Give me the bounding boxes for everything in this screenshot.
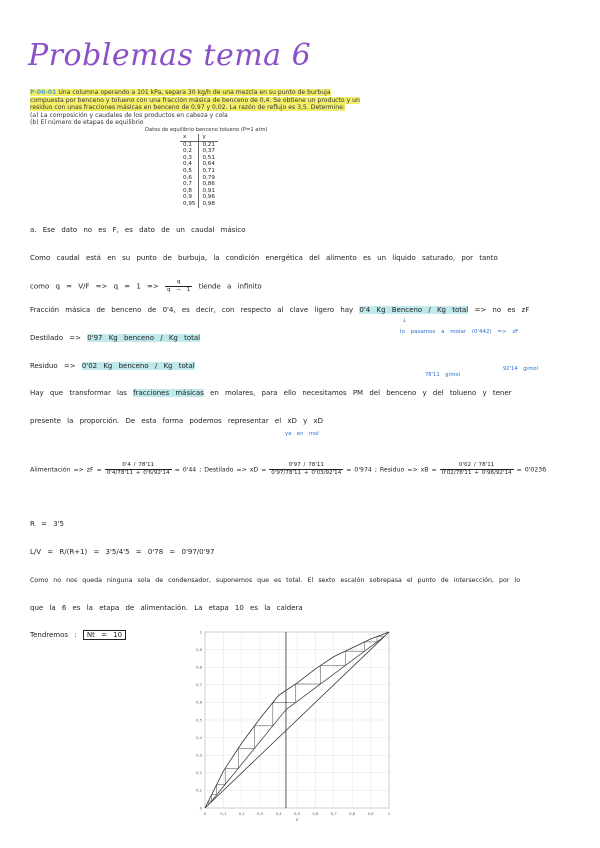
statement-line-3: residuo con unas fracciones másicas en benceno de 0,97 y 0,02. La razón de reflujo es 3,5. Determine: bbox=[30, 104, 345, 112]
table-row bbox=[180, 148, 218, 155]
x-cell: 0,7 bbox=[180, 181, 199, 188]
mccabe-thiele-chart bbox=[185, 626, 395, 822]
x-tick-label: 0,4 bbox=[275, 811, 282, 816]
statement-line-2: compuesta por benceno y tolueno con una fracción másica de benceno de 0,4. Se obtiene un producto y un bbox=[30, 96, 360, 104]
note-5-highlight: 0'97 Kg benceno / Kg total bbox=[87, 334, 201, 342]
x-tick-label: 0,8 bbox=[349, 811, 356, 816]
y-cell: 0,79 bbox=[202, 174, 215, 181]
res-result: = 0'0236 bbox=[516, 466, 547, 474]
dest-result: = 0'974 bbox=[346, 466, 372, 474]
y-tick-label: 0,7 bbox=[195, 682, 202, 688]
problem-id: P-06-01 bbox=[30, 89, 57, 96]
statement-part-a: (a) La composición y caudales de los productos en cabeza y cola bbox=[30, 111, 228, 119]
note-6 bbox=[30, 362, 195, 370]
note-4-annotation: lo pasamos a molar (0'442) => zF bbox=[400, 329, 519, 335]
x-tick-label: 1 bbox=[387, 811, 391, 816]
q-fraction-num: q bbox=[165, 279, 192, 287]
annotation-benzene-mw: 78'11 g/mol bbox=[425, 372, 460, 378]
note-5 bbox=[30, 334, 200, 342]
y-cell: 0,91 bbox=[202, 187, 215, 194]
formula-row bbox=[30, 462, 546, 477]
equilibrium-table bbox=[180, 134, 218, 208]
x-tick-label: 0,1 bbox=[220, 811, 227, 816]
annotation-toluene-mw: 92'14 g/mol bbox=[503, 366, 538, 372]
note-7-highlight: fracciones másicas bbox=[133, 389, 204, 397]
y-tick-label: 0,6 bbox=[195, 699, 202, 705]
x-cell: 0,5 bbox=[180, 168, 199, 175]
y-cell: y bbox=[199, 134, 218, 141]
note-3 bbox=[30, 279, 262, 294]
y-cell: 0,86 bbox=[202, 181, 215, 188]
note-1: a. Ese dato no es F, es dato de un caudal másico bbox=[30, 226, 246, 234]
table-row bbox=[180, 175, 218, 182]
x-cell: x bbox=[180, 134, 199, 141]
y-tick-label: 0,4 bbox=[195, 734, 202, 740]
y-tick-label: 0,5 bbox=[195, 717, 202, 723]
y-cell: 0,96 bbox=[202, 194, 215, 201]
answer-line bbox=[30, 631, 126, 639]
alim-fraction bbox=[105, 462, 172, 477]
y-cell: 0,37 bbox=[202, 148, 215, 155]
x-cell: 0,95 bbox=[180, 201, 199, 208]
dest-fraction bbox=[269, 462, 343, 477]
note-5-pre: Destilado => bbox=[30, 334, 81, 342]
alim-num: 0'4 / 78'11 bbox=[105, 462, 172, 470]
x-tick-label: 0,9 bbox=[367, 811, 374, 816]
x-cell: 0,2 bbox=[180, 148, 199, 155]
y-tick-label: 0 bbox=[199, 805, 202, 811]
note-3-pre: como bbox=[30, 282, 50, 291]
dest-lhs: xD = bbox=[249, 466, 267, 474]
note-7-pre: Hay que transformar las bbox=[30, 389, 127, 397]
res-den: 0'02/78'11 + 0'98/92'14 bbox=[441, 470, 512, 476]
annotation-mol: ya en mol bbox=[285, 431, 319, 437]
paragraph-2: que la 6 es la etapa de alimentación. La etapa 10 es la caldera bbox=[30, 604, 303, 612]
ratio-line bbox=[30, 548, 214, 556]
x-cell: 0,9 bbox=[180, 194, 199, 201]
ratio-lhs: L/V = R/(R+1) bbox=[30, 548, 88, 556]
x-cell: 0,6 bbox=[180, 175, 199, 182]
x-tick-label: 0,6 bbox=[312, 811, 319, 816]
y-cell: 0,98 bbox=[202, 200, 215, 207]
dest-label: ; Destilado => bbox=[199, 466, 247, 474]
ratio-mid: = 3'5/4'5 = 0'78 = bbox=[93, 548, 176, 556]
table-row bbox=[180, 168, 218, 175]
note-2: Como caudal está en su punto de burbuja, la condición energética del alimento es un líquido saturado, por tanto bbox=[30, 254, 498, 262]
answer-box: Nt = 10 bbox=[83, 630, 126, 640]
x-cell: 0,4 bbox=[180, 161, 199, 168]
q-fraction-den: q − 1 bbox=[166, 287, 191, 293]
problem-statement bbox=[30, 89, 578, 127]
res-num: 0'02 / 78'11 bbox=[440, 462, 514, 470]
note-4-post: => no es zF bbox=[474, 306, 530, 314]
alim-den: 0'4/78'11 + 0'6/92'14 bbox=[106, 470, 170, 476]
y-cell: 0,21 bbox=[202, 141, 215, 148]
y-tick-label: 0,8 bbox=[195, 664, 202, 670]
y-tick-label: 0,3 bbox=[195, 752, 202, 758]
y-cell: 0,64 bbox=[202, 161, 215, 168]
table-row bbox=[180, 194, 218, 201]
x-axis-label: x bbox=[295, 817, 299, 822]
page-title: Problemas tema 6 bbox=[28, 38, 312, 73]
statement-part-b: (b) El número de etapas de equilibrio bbox=[30, 119, 144, 127]
table-row bbox=[180, 155, 218, 162]
note-6-pre: Residuo => bbox=[30, 362, 76, 370]
table-row bbox=[180, 181, 218, 188]
note-8: presente la proporción. De esta forma podemos representar el xD y xD bbox=[30, 417, 324, 425]
ratio-rhs: 0'97/0'97 bbox=[181, 548, 215, 556]
res-fraction bbox=[440, 462, 514, 477]
y-cell: 0,71 bbox=[202, 167, 215, 174]
x-tick-label: 0 bbox=[203, 811, 207, 816]
note-3-eq: q = V/F => q = 1 => bbox=[55, 282, 159, 291]
reflux-ratio: R = 3'5 bbox=[30, 520, 65, 528]
y-cell: 0,51 bbox=[202, 154, 215, 161]
note-7 bbox=[30, 389, 512, 397]
y-tick-label: 0,9 bbox=[195, 646, 202, 652]
table-header-row bbox=[180, 134, 218, 141]
table-row bbox=[180, 141, 218, 148]
x-cell: 0,8 bbox=[180, 188, 199, 195]
statement-line-1: Una columna operando a 101 kPa, separa 30 kg/h de una mezcla en su punto de burbuja bbox=[58, 89, 331, 96]
arrow-down-icon: ↓ bbox=[402, 318, 407, 324]
note-3-post: tiende a infinito bbox=[198, 282, 262, 291]
note-4 bbox=[30, 306, 529, 314]
x-tick-label: 0,7 bbox=[330, 811, 337, 816]
q-fraction bbox=[165, 279, 192, 294]
x-tick-label: 0,2 bbox=[238, 811, 245, 816]
alim-label: Alimentación => bbox=[30, 466, 84, 474]
table-row bbox=[180, 161, 218, 168]
answer-pre: Tendremos : bbox=[30, 631, 77, 639]
dest-num: 0'97 / 78'11 bbox=[269, 462, 343, 470]
y-tick-label: 1 bbox=[199, 629, 202, 635]
x-cell: 0,3 bbox=[180, 155, 199, 162]
note-4-highlight: 0'4 Kg Benceno / Kg total bbox=[359, 306, 469, 314]
paragraph-1: Como no nos queda ninguna sola de condensador, suponemos que es total. El sexto escalón sobrepasa el punto de intersección, por lo bbox=[30, 577, 521, 584]
res-label: ; Residuo => bbox=[374, 466, 418, 474]
table-caption: Datos de equilibrio benceno tolueno (P=1 atm) bbox=[145, 127, 268, 133]
x-tick-label: 0,5 bbox=[293, 811, 301, 816]
alim-lhs: zF = bbox=[86, 466, 102, 474]
dest-den: 0'97/78'11 + 0'03/92'14 bbox=[271, 470, 342, 476]
table-row bbox=[180, 188, 218, 195]
table-row bbox=[180, 201, 218, 208]
note-4-pre: Fracción másica de benceno de 0'4, es decir, con respecto al clave ligero hay bbox=[30, 306, 354, 314]
note-7-post: en molares, para ello necesitamos PM del benceno y del tolueno y tener bbox=[210, 389, 512, 397]
note-6-highlight: 0'02 Kg benceno / Kg total bbox=[81, 362, 195, 370]
y-tick-label: 0,1 bbox=[195, 787, 202, 793]
alim-result: = 0'44 bbox=[174, 466, 197, 474]
res-lhs: xB = bbox=[420, 466, 437, 474]
y-tick-label: 0,2 bbox=[195, 770, 202, 776]
x-tick-label: 0,3 bbox=[257, 811, 264, 816]
x-cell: 0,1 bbox=[180, 141, 199, 148]
